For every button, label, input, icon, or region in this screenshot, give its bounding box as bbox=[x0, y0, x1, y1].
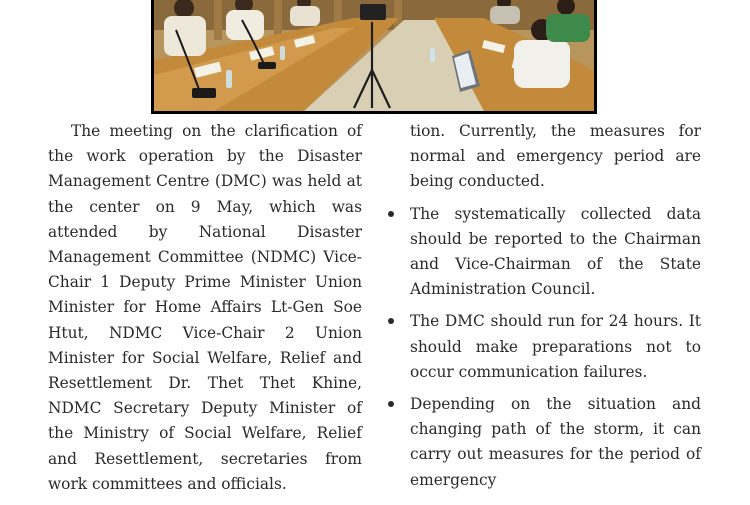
meeting-photo-illustration bbox=[154, 0, 594, 111]
bullet-text: Depending on the situation and changing path of the storm, it can carry out measures for the period of emergency bbox=[410, 395, 701, 489]
bullet-item bbox=[388, 392, 701, 493]
meeting-photo bbox=[151, 0, 597, 114]
right-column bbox=[388, 119, 701, 500]
bullet-item bbox=[388, 202, 701, 303]
bullet-text: The systematically collected data should be reported to the Chairman and Vice-Chairman of the State Administration Council. bbox=[410, 204, 701, 299]
meeting-paragraph: The meeting on the clarification of the work operation by the Disaster Management Centre (DMC) was held at the center on 9 May, which was attended by National Disaster Management Committee (NDMC) Vice-Chair 1 Deputy Prime Minister Union Minister for Home Affairs Lt-Gen Soe Htut, NDMC Vice-Chair 2 Union Minister for Social Welfare, Relief and Resettlement Dr. Thet Thet Khine, NDMC Secretary Deputy Minister of the Ministry of Social Welfare, Relief and Resettlement, secretaries from work committees and officials. bbox=[48, 122, 362, 493]
bullet-list bbox=[388, 202, 701, 493]
bullet-dot-icon bbox=[388, 401, 394, 407]
bullet-dot-icon bbox=[388, 211, 394, 217]
bullet-item bbox=[388, 309, 701, 385]
left-column bbox=[48, 119, 362, 505]
continued-text: tion. Currently, the measures for normal and emergency period are being conducted. bbox=[410, 122, 701, 191]
bullet-text: The DMC should run for 24 hours. It should make preparations not to occur communication failures. bbox=[410, 312, 701, 381]
bullet-dot-icon bbox=[388, 318, 394, 324]
